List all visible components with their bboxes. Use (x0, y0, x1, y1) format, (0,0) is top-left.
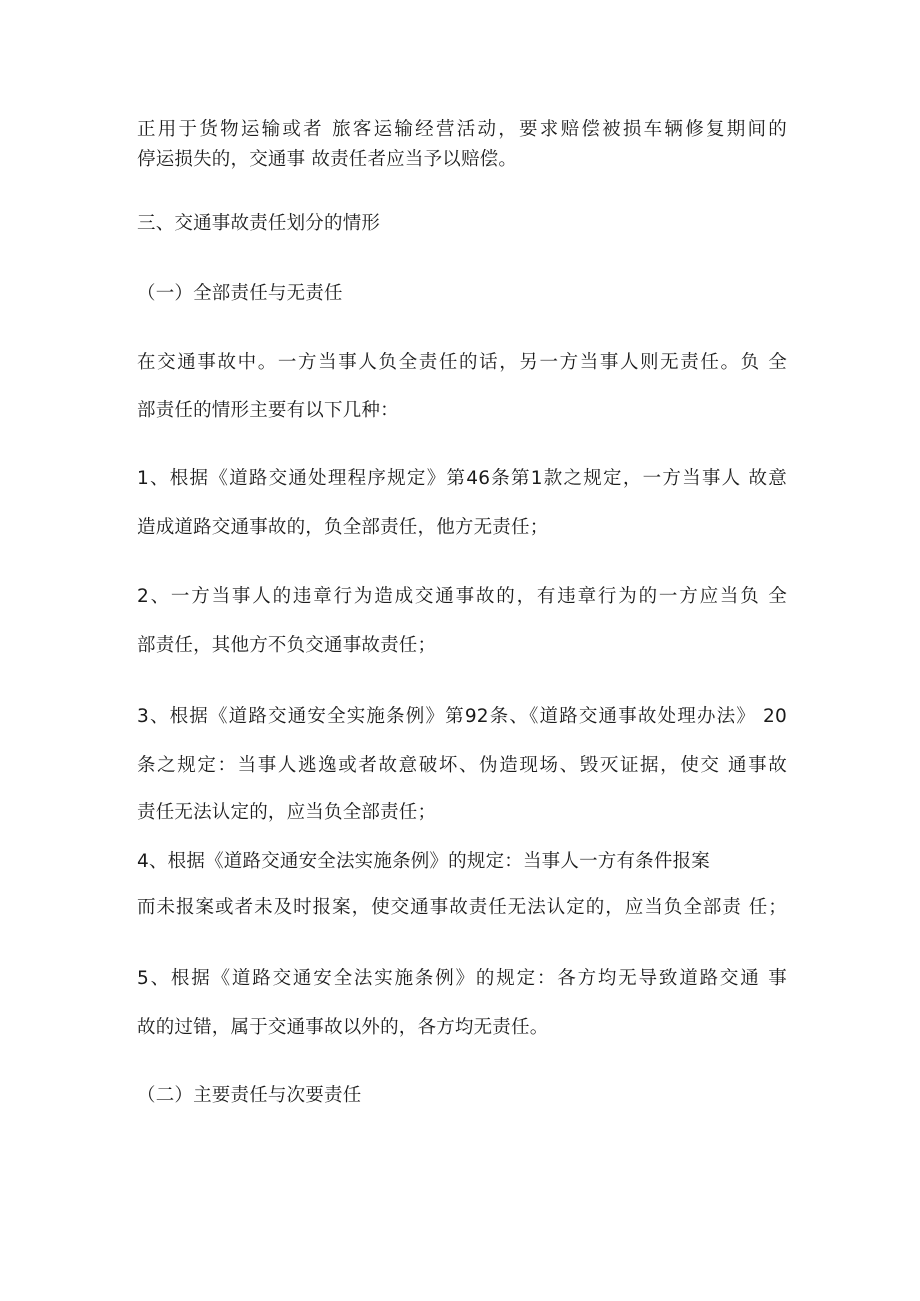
text-line: 在交通事故中。一方当事人负全责任的话，另一方当事人则无责任。负 全 (137, 352, 787, 373)
list-item-line: 1、根据《道路交通处理程序规定》第46条第1款之规定，一方当事人 故意 (137, 468, 787, 489)
section-heading: 三、交通事故责任划分的情形 (137, 213, 381, 234)
text-line: 停运损失的，交通事 故责任者应当予以赔偿。 (137, 149, 518, 170)
text-line: 部责任的情形主要有以下几种： (137, 400, 399, 421)
list-item-line: 而未报案或者未及时报案，使交通事故责任无法认定的，应当负全部责 任； (137, 897, 787, 918)
subsection-heading: （一）全部责任与无责任 (137, 283, 343, 304)
list-item-line: 故的过错，属于交通事故以外的，各方均无责任。 (137, 1017, 549, 1038)
list-item-line: 4、根据《道路交通安全法实施条例》的规定：当事人一方有条件报案 (137, 851, 710, 872)
list-item-line: 5、根据《道路交通安全法实施条例》的规定：各方均无导致道路交通 事 (137, 968, 787, 989)
list-item-line: 2、一方当事人的违章行为造成交通事故的，有违章行为的一方应当负 全 (137, 586, 787, 607)
text-line: 正用于货物运输或者 旅客运输经营活动，要求赔偿被损车辆修复期间的 (137, 119, 787, 140)
list-item-line: 造成道路交通事故的，负全部责任，他方无责任； (137, 517, 549, 538)
subsection-heading: （二）主要责任与次要责任 (137, 1085, 362, 1106)
list-item-line: 条之规定：当事人逃逸或者故意破坏、伪造现场、毁灭证据，使交 通事故 (137, 755, 787, 776)
list-item-line: 责任无法认定的，应当负全部责任； (137, 802, 437, 823)
list-item-line: 部责任，其他方不负交通事故责任； (137, 635, 437, 656)
list-item-line: 3、根据《道路交通安全实施条例》第92条、《道路交通事故处理办法》 20 (137, 706, 787, 727)
